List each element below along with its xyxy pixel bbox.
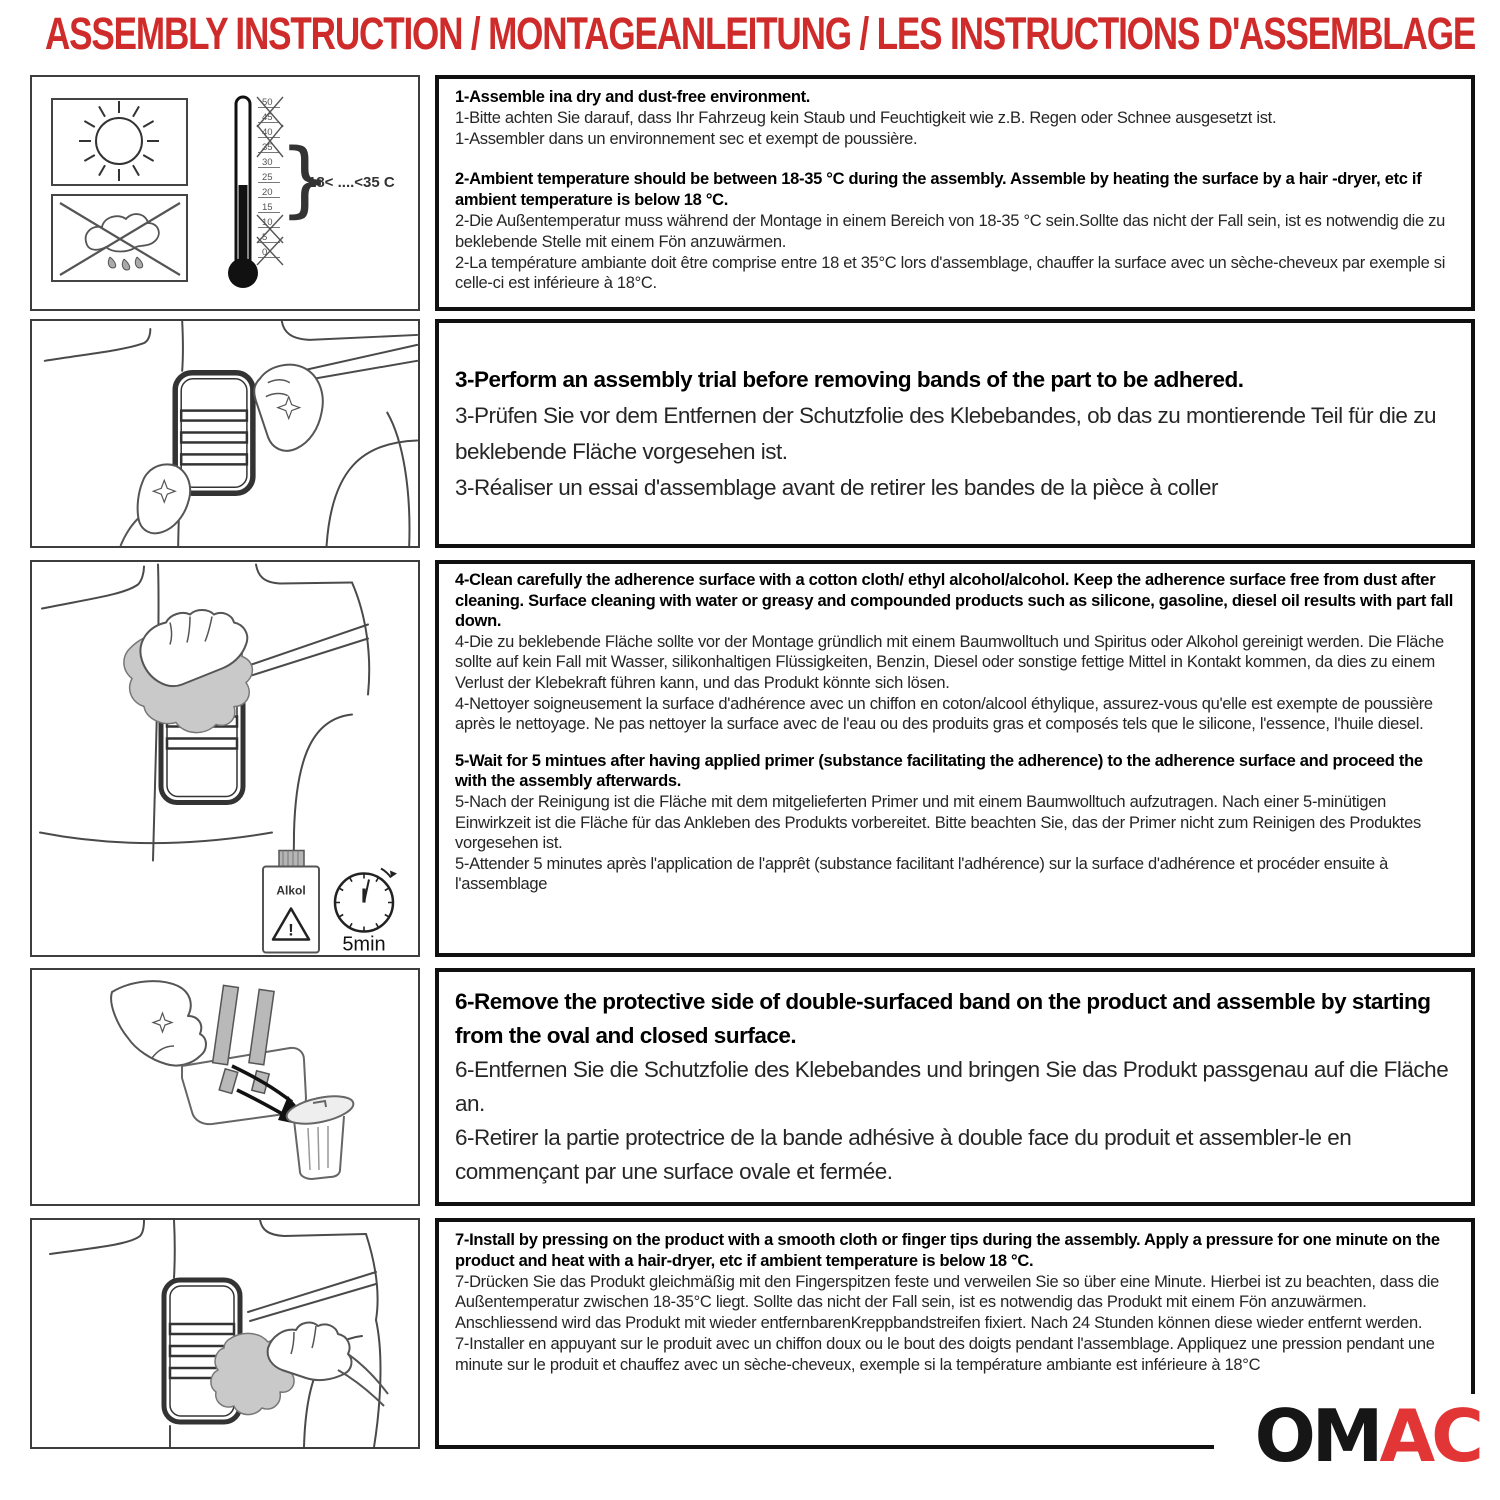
text-assembly-trial — [435, 319, 1475, 548]
step-5-de: 5-Nach der Reinigung ist die Fläche mit dem mitgelieferten Primer und mit einem Baumwolltuch aufzutragen. Nach einer 5-minütigen Einwirkzeit ist die Fläche für das Ankleben des Produkts vorbereitet. Bitte beachten Sie, das der Primer nicht zum Reinigen des Produktes vorgesehen ist. — [455, 792, 1421, 853]
step-3-en: 3-Perform an assembly trial before removing bands of the part to be adhered. — [455, 366, 1244, 392]
text-remove-band — [435, 968, 1475, 1206]
thermometer-icon — [228, 97, 258, 288]
svg-text:25: 25 — [262, 172, 273, 183]
svg-text:5: 5 — [262, 232, 268, 243]
tape-removal-illustration — [30, 968, 420, 1206]
step-2-fr: 2-La température ambiante doit être comprise entre 18 et 35°C lors d'assemblage, chauffer la surface avec un sèche-cheveux par exemple si celle-ci est inférieure à 18°C. — [455, 253, 1446, 293]
text-environment-temperature — [435, 75, 1475, 311]
svg-text:!: ! — [288, 920, 294, 940]
svg-text:10: 10 — [262, 217, 273, 228]
step-2-de: 2-Die Außentemperatur muss während der Montage in einem Bereich von 18-35 °C sein.Sollte das nicht der Fall sein, ist es notwendig die zu beklebende Stelle mit einem Fön anzuwärmen. — [455, 211, 1445, 251]
hand-top-icon — [254, 365, 323, 451]
svg-text:0: 0 — [262, 247, 268, 258]
environment-temperature-illustration — [30, 75, 420, 311]
step-1-fr: 1-Assembler dans un environnement sec et exempt de poussière. — [455, 129, 918, 148]
text-clean-prime — [435, 560, 1475, 957]
svg-text:35: 35 — [262, 142, 273, 153]
step-6-de: 6-Entfernen Sie die Schutzfolie des Klebebandes und bringen Sie das Produkt passgenau auf die Fläche an. — [455, 1057, 1449, 1116]
step-4-de: 4-Die zu beklebende Fläche sollte vor der Montage gründlich mit einem Baumwolltuch und Spiritus oder Alkohol gereinigt werden. Die Fläche sollte auf kein Fall mit Wasser, silikonhaltigen Flüssigkeiten, Benzin, Diesel oder sonstige fettige Mittel in Kontakt kommen, da dies zu einem Verlust der Klebekraft führen kann, und das Produkt könnte sich lösen. — [455, 632, 1444, 692]
svg-text:50: 50 — [262, 97, 273, 108]
thermometer-scale — [257, 97, 395, 265]
protective-strips — [213, 985, 274, 1093]
bottle-label: Alkol — [276, 883, 306, 898]
car-part-trial-art — [32, 321, 418, 546]
hand-bottom-icon — [120, 464, 190, 546]
row-assembly-trial — [30, 319, 1475, 548]
press-install-art — [32, 1220, 418, 1447]
step-2-en: 2-Ambient temperature should be between 18-35 °C during the assembly. Assemble by heating the surface by a hair -dryer, etc if ambient temperature is below 18 °C. — [455, 170, 1422, 210]
svg-text:40: 40 — [262, 127, 273, 138]
step-6-en: 6-Remove the protective side of double-surfaced band on the product and assemble by starting from the oval and closed surface. — [455, 989, 1431, 1048]
hand-with-cloth-icon — [124, 610, 252, 733]
step-5-fr: 5-Attender 5 minutes après l'application de l'apprêt (substance facilitant l'adhérence) sur la surface d'adhérence et procéder ensuite à l'assemblage — [455, 854, 1389, 894]
clock-icon — [335, 869, 397, 956]
surface-cleaning-art — [32, 562, 418, 955]
omac-logo — [1214, 1394, 1480, 1478]
svg-text:20: 20 — [262, 187, 273, 198]
temperature-conditions-art — [32, 77, 418, 309]
step-4-en: 4-Clean carefully the adherence surface with a cotton cloth/ ethyl alcohol/alcohol. Keep the adherence surface free from dust after cleaning. Surface cleaning with water or greasy and compounded products such as silicone, gasoline, diesel oil results with part fall down. — [455, 571, 1454, 631]
clock-duration-label: 5min — [342, 933, 386, 955]
page-title: ASSEMBLY INSTRUCTION / MONTAGEANLEITUNG / LES INSTRUCTIONS D'ASSEMBLAGE — [45, 8, 1476, 59]
svg-text:15: 15 — [262, 202, 273, 213]
alcohol-bottle-icon — [263, 851, 319, 953]
row-clean-prime — [30, 560, 1475, 957]
step-7-fr: 7-Installer en appuyant sur le produit avec un chiffon doux ou le bout des doigts pendant l'assemblage. Appliquez une pression pendant une minute sur le produit et chauffez avec un sèche-cheveux, exemple si la température ambiante est inférieure à 18°C — [455, 1334, 1435, 1374]
step-3-fr: 3-Réaliser un essai d'assemblage avant de retirer les bandes de la pièce à coller — [455, 474, 1218, 500]
tape-removal-art — [32, 970, 418, 1204]
range-brace: } — [279, 132, 332, 227]
svg-text:45: 45 — [262, 112, 273, 123]
step-4-fr: 4-Nettoyer soigneusement la surface d'adhérence avec un chiffon en coton/alcool éthylique, assurez-vous qu'elle est exempte de poussière après le nettoyage. Ne pas nettoyer la surface avec de l'eau ou des produits gras et composés tels que le silicone, l'essence, l'huile diesel. — [455, 694, 1433, 734]
step-7-de: 7-Drücken Sie das Produkt gleichmäßig mit den Fingerspitzen feste und verweilen Sie so über eine Minute. Hierbei ist zu beachten, dass die Außentemperatur zwischen 18-35°C liegt. Sollte das nicht der Fall sein, ist es notwendig das Produkt mit einem Fön anzuwärmen. Anschliessend wird das Produkt mit wieder entfernbarenKreppbandstreifen fixiert. Nach 24 Stunden können diese wieder entfernt werden. — [455, 1272, 1439, 1333]
svg-text:30: 30 — [262, 157, 273, 168]
step-1-en: 1-Assemble ina dry and dust-free environment. — [455, 88, 811, 106]
omac-logo-black-part: OM — [1254, 1394, 1380, 1478]
step-6-fr: 6-Retirer la partie protectrice de la bande adhésive à double face du produit et assembler-le en commençant par une surface ovale et fermée. — [455, 1125, 1352, 1184]
omac-logo-red-part: AC — [1379, 1394, 1480, 1478]
step-5-en: 5-Wait for 5 mintues after having applied primer (substance facilitating the adherence) to the adherence surface and proceed the with the assembly afterwards. — [455, 751, 1423, 791]
assembly-trial-illustration — [30, 319, 420, 548]
temperature-range-label: 18< ....<35 C — [308, 174, 395, 191]
row-remove-band — [30, 968, 1475, 1206]
step-3-de: 3-Prüfen Sie vor dem Entfernen der Schutzfolie des Klebebandes, ob das zu montierende Teil für die zu beklebende Fläche vorgesehen ist. — [455, 402, 1436, 464]
hand-peeling-icon — [111, 981, 206, 1065]
step-1-de: 1-Bitte achten Sie darauf, dass Ihr Fahrzeug kein Staub und Feuchtigkeit wie z.B. Regen oder Schnee ausgesetzt ist. — [455, 108, 1277, 127]
surface-cleaning-illustration — [30, 560, 420, 957]
press-install-illustration — [30, 1218, 420, 1449]
row-environment-temperature — [30, 75, 1475, 311]
step-7-en: 7-Install by pressing on the product with a smooth cloth or finger tips during the assembly. Apply a pressure for one minute on the product and heat with a hair-dryer, etc if ambient temperature is below 18 °C. — [455, 1231, 1440, 1270]
